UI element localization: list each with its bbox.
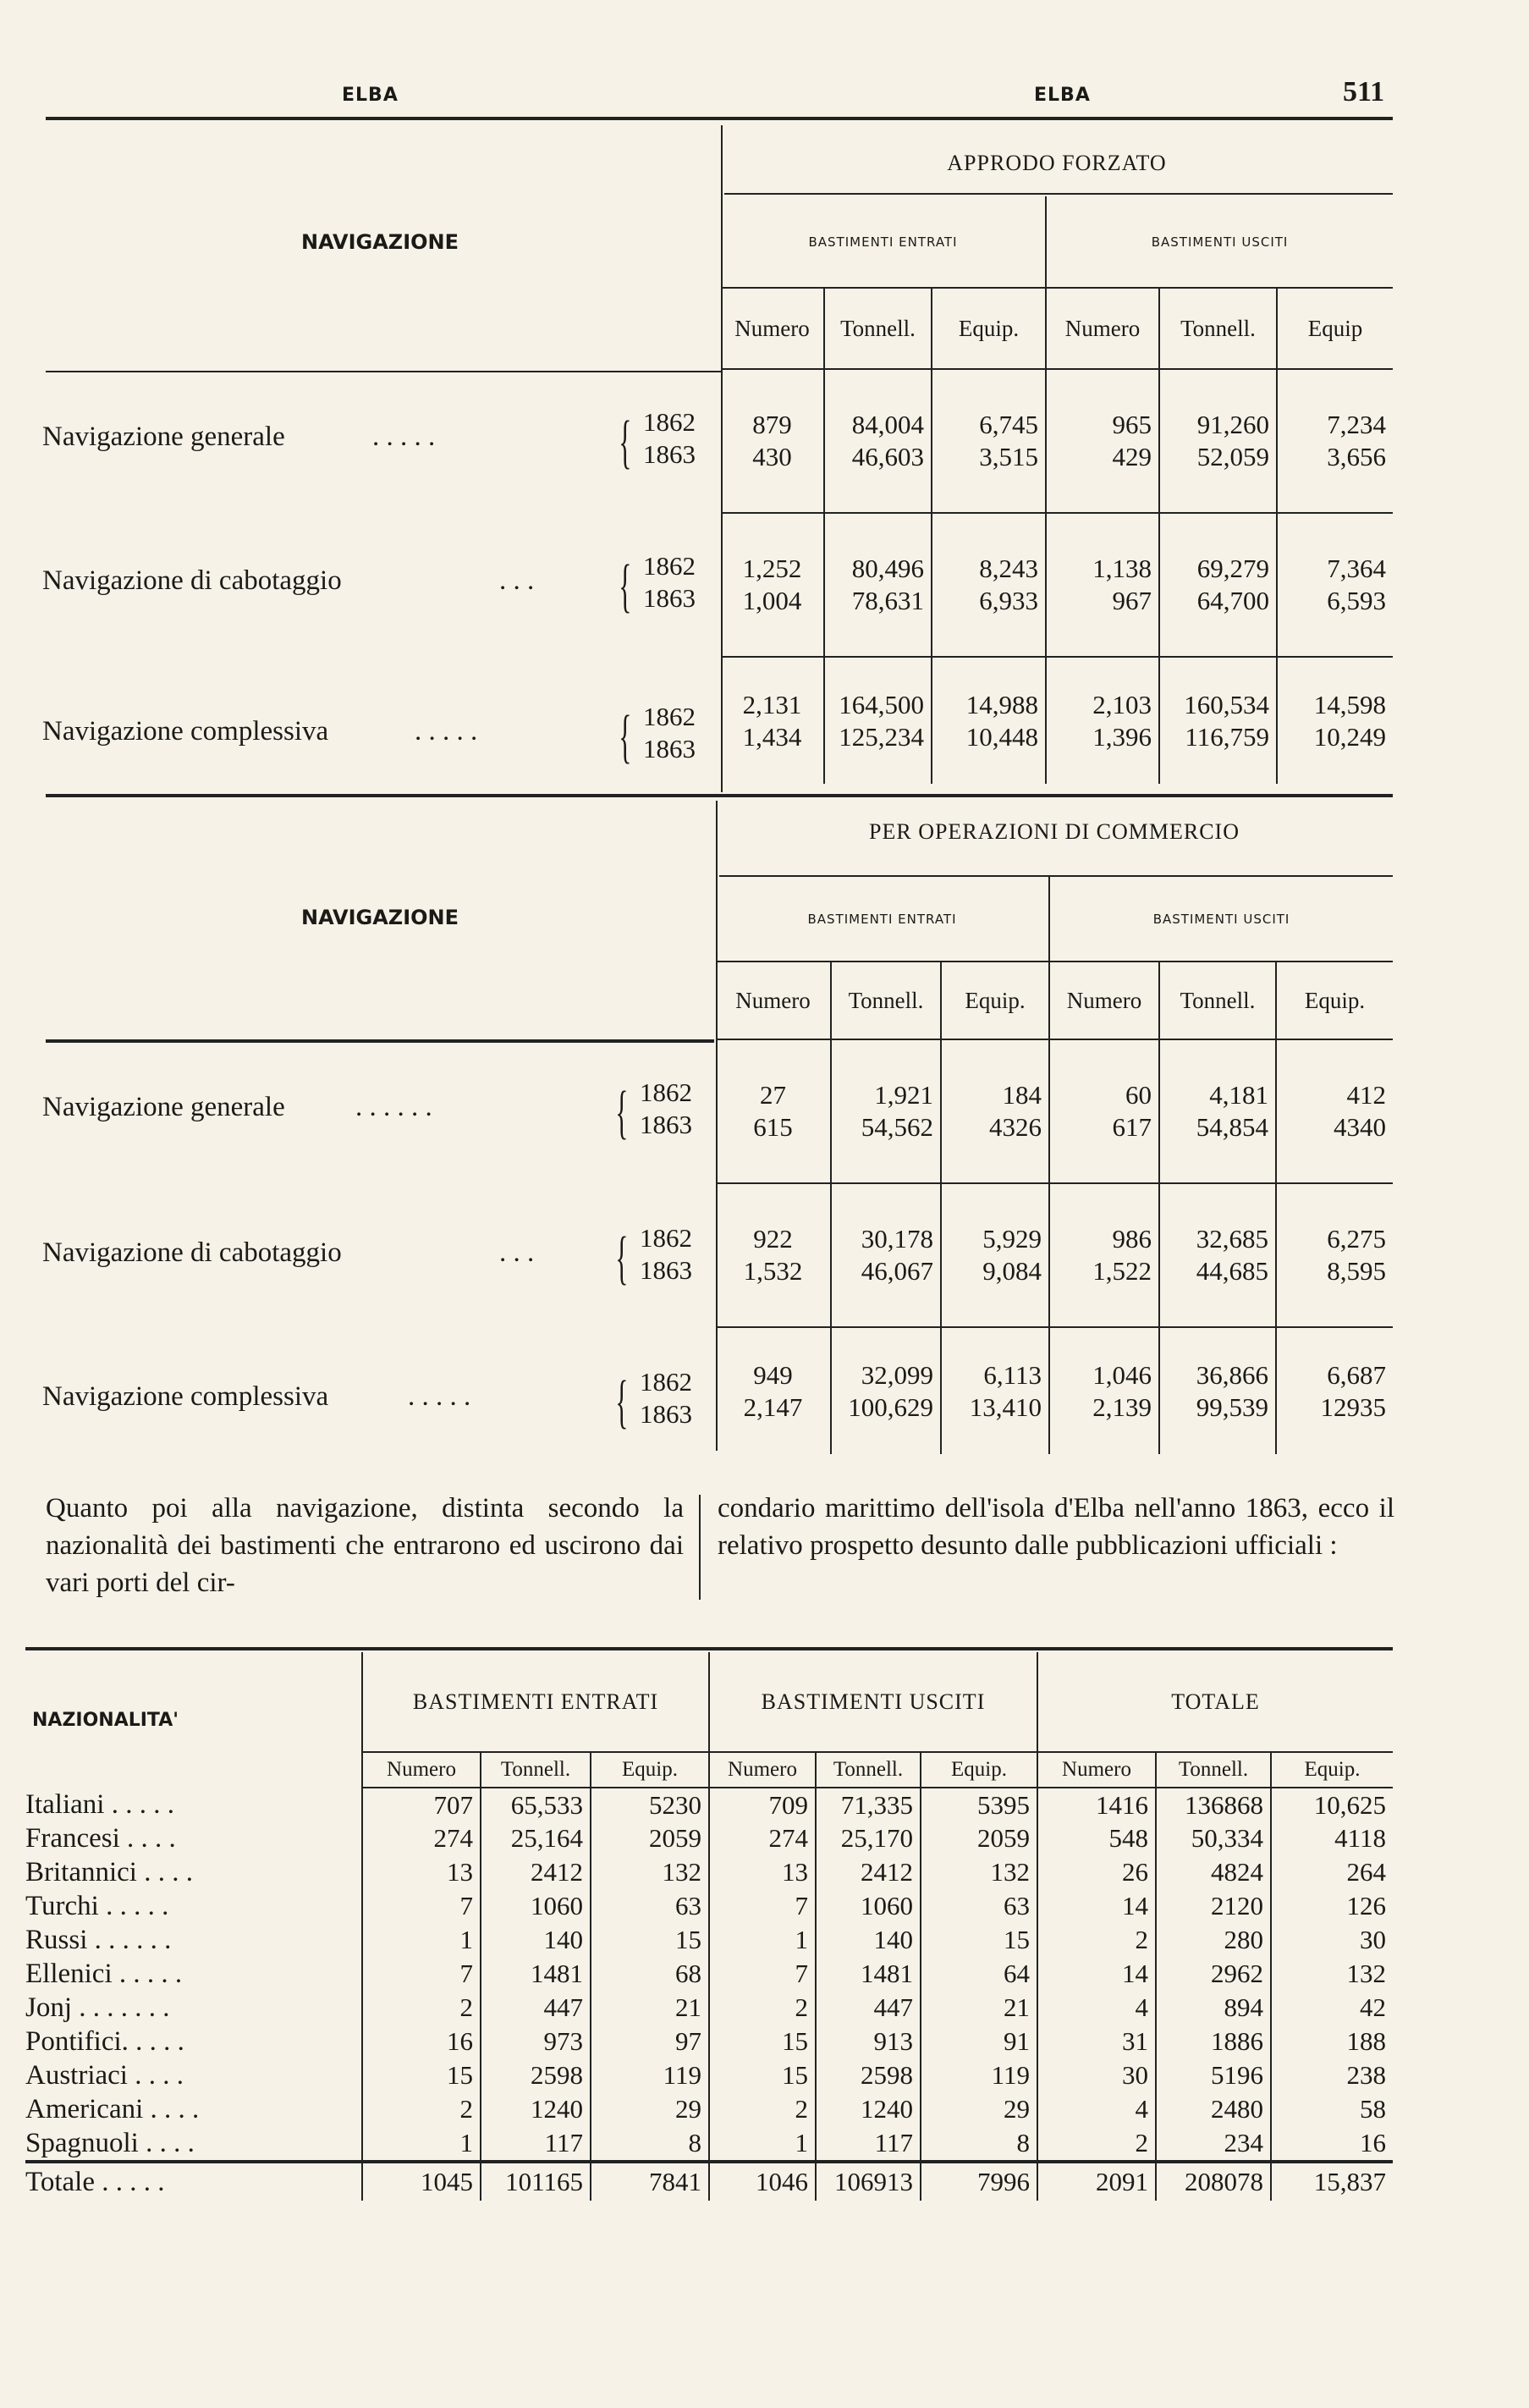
commercio-table bbox=[716, 877, 1393, 1454]
commercio-col-3: Numero bbox=[1049, 962, 1159, 1039]
nazionalita-table bbox=[25, 1652, 1393, 2201]
nazionalita-label: NAZIONALITA' bbox=[32, 1709, 179, 1731]
cell: 30 bbox=[1271, 1923, 1393, 1957]
f-r0-v1-c2: 3,515 bbox=[979, 442, 1039, 471]
commercio-label-generale: Navigazione generale bbox=[42, 1092, 285, 1122]
c-r2-v0-c0: 949 bbox=[753, 1359, 793, 1390]
commercio-col-1: Tonnell. bbox=[831, 962, 941, 1039]
nat-name-5: Ellenici . . . . . bbox=[25, 1959, 183, 1989]
cell: 8 bbox=[921, 2126, 1037, 2162]
forzato-title: APPRODO FORZATO bbox=[947, 151, 1167, 175]
table-row bbox=[25, 1991, 1393, 2025]
year-1863: 1863 bbox=[643, 583, 696, 613]
nat-name-0: Italiani . . . . . bbox=[25, 1789, 174, 1820]
cell: 7996 bbox=[921, 2162, 1037, 2201]
brace-icon: { bbox=[615, 1080, 629, 1145]
c-r1-v0-c4: 32,685 bbox=[1196, 1224, 1269, 1254]
cell: 50,334 bbox=[1156, 1821, 1271, 1855]
f-r1-v0-c0: 1,252 bbox=[742, 554, 802, 583]
cell: 63 bbox=[921, 1889, 1037, 1923]
c-r0-v1-c4: 54,854 bbox=[1196, 1112, 1269, 1142]
cell: 1 bbox=[362, 1923, 481, 1957]
cell: 14 bbox=[1037, 1957, 1156, 1991]
c-r2-v1-c4: 99,539 bbox=[1196, 1391, 1269, 1422]
brace-icon: { bbox=[619, 554, 632, 619]
cell: 14 bbox=[1037, 1889, 1156, 1923]
f-r1-v1-c5: 6,593 bbox=[1327, 586, 1387, 615]
cell: 188 bbox=[1271, 2025, 1393, 2058]
cell: 1045 bbox=[362, 2162, 481, 2201]
c-r1-v1-c2: 9,084 bbox=[982, 1256, 1042, 1286]
nat-name-text: Ellenici bbox=[25, 1959, 113, 1989]
leader-dots: . . . bbox=[499, 565, 535, 596]
year-1863: 1863 bbox=[643, 734, 696, 763]
nazionalita-top-rule bbox=[25, 1647, 1393, 1650]
year-1863: 1863 bbox=[640, 1110, 692, 1139]
cell: 4824 bbox=[1156, 1855, 1271, 1889]
cell: 29 bbox=[591, 2092, 709, 2126]
c-r2-v0-c2: 6,113 bbox=[983, 1359, 1042, 1390]
year-1862: 1862 bbox=[643, 407, 696, 437]
cell: 65,533 bbox=[481, 1788, 591, 1821]
c-r1-v1-c0: 1,532 bbox=[743, 1256, 803, 1286]
cell: 15 bbox=[709, 2058, 816, 2092]
cell: 106913 bbox=[816, 2162, 921, 2201]
cell: 2598 bbox=[481, 2058, 591, 2092]
f-r1-v0-c1: 80,496 bbox=[851, 554, 924, 583]
nat-col-1: Tonnell. bbox=[481, 1752, 591, 1788]
cell: 7841 bbox=[591, 2162, 709, 2201]
leader-dots: . . . . . bbox=[408, 1381, 471, 1412]
cell: 132 bbox=[921, 1855, 1037, 1889]
cell: 2091 bbox=[1037, 2162, 1156, 2201]
cell: 274 bbox=[709, 1821, 816, 1855]
cell: 1046 bbox=[709, 2162, 816, 2201]
cell: 709 bbox=[709, 1788, 816, 1821]
cell: 1 bbox=[709, 1923, 816, 1957]
cell: 1416 bbox=[1037, 1788, 1156, 1821]
commercio-entered-header: BASTIMENTI ENTRATI bbox=[716, 877, 1049, 962]
c-r0-v1-c2: 4326 bbox=[989, 1112, 1042, 1142]
cell: 2598 bbox=[816, 2058, 921, 2092]
cell: 548 bbox=[1037, 1821, 1156, 1855]
cell: 2480 bbox=[1156, 2092, 1271, 2126]
cell: 13 bbox=[709, 1855, 816, 1889]
cell: 16 bbox=[362, 2025, 481, 2058]
cell: 31 bbox=[1037, 2025, 1156, 2058]
group-header-totale: TOTALE bbox=[1037, 1652, 1393, 1752]
nat-col-5: Equip. bbox=[921, 1752, 1037, 1788]
f-r1-v1-c2: 6,933 bbox=[979, 586, 1039, 615]
c-r2-v1-c2: 13,410 bbox=[969, 1391, 1042, 1422]
cell: 132 bbox=[591, 1855, 709, 1889]
cell: 1886 bbox=[1156, 2025, 1271, 2058]
nat-name-text: Pontifici bbox=[25, 2026, 122, 2057]
c-r2-v0-c1: 32,099 bbox=[861, 1359, 933, 1390]
c-r2-v0-c3: 1,046 bbox=[1092, 1359, 1152, 1390]
paragraph-column-rule bbox=[699, 1495, 701, 1600]
group-header-entrati: BASTIMENTI ENTRATI bbox=[362, 1652, 709, 1752]
table-row bbox=[25, 1889, 1393, 1923]
commercio-navigazione-label: NAVIGAZIONE bbox=[300, 906, 459, 929]
c-r0-v0-c1: 1,921 bbox=[874, 1080, 933, 1110]
nazionalita-body bbox=[25, 1788, 1393, 2201]
brace-icon: { bbox=[619, 704, 632, 769]
cell: 208078 bbox=[1156, 2162, 1271, 2201]
cell: 119 bbox=[591, 2058, 709, 2092]
c-r0-v1-c5: 4340 bbox=[1334, 1112, 1387, 1142]
cell: 7 bbox=[362, 1957, 481, 1991]
cell: 894 bbox=[1156, 1991, 1271, 2025]
cell: 1481 bbox=[816, 1957, 921, 1991]
f-r0-v0-c2: 6,745 bbox=[979, 410, 1039, 439]
table-row bbox=[25, 2025, 1393, 2058]
cell: 119 bbox=[921, 2058, 1037, 2092]
f-r2-v0-c5: 14,598 bbox=[1313, 689, 1387, 719]
group-header-usciti: BASTIMENTI USCITI bbox=[709, 1652, 1037, 1752]
c-r1-v1-c4: 44,685 bbox=[1196, 1256, 1269, 1286]
cell: 280 bbox=[1156, 1923, 1271, 1957]
nat-name-1: Francesi . . . . bbox=[25, 1823, 176, 1854]
cell: 1060 bbox=[816, 1889, 921, 1923]
cell: 63 bbox=[591, 1889, 709, 1923]
f-r2-v0-c2: 14,988 bbox=[965, 689, 1039, 719]
cell: 707 bbox=[362, 1788, 481, 1821]
f-r2-v0-c3: 2,103 bbox=[1092, 689, 1152, 719]
forzato-col-5: Equip bbox=[1277, 288, 1393, 369]
f-r0-v0-c4: 91,260 bbox=[1196, 410, 1270, 439]
commercio-label-complessiva: Navigazione complessiva bbox=[42, 1381, 329, 1412]
cell: 1240 bbox=[481, 2092, 591, 2126]
nat-name-8: Austriaci . . . . bbox=[25, 2060, 184, 2091]
c-r0-v0-c3: 60 bbox=[1125, 1080, 1152, 1110]
table-row bbox=[25, 1788, 1393, 1821]
f-r2-v0-c1: 164,500 bbox=[839, 689, 924, 719]
nat-total-label: Totale . . . . . bbox=[25, 2162, 362, 2201]
forzato-label-complessiva: Navigazione complessiva bbox=[42, 716, 329, 747]
cell: 136868 bbox=[1156, 1788, 1271, 1821]
brace-icon: { bbox=[615, 1226, 629, 1291]
cell: 25,164 bbox=[481, 1821, 591, 1855]
commercio-label-rule bbox=[46, 1039, 714, 1043]
year-1862: 1862 bbox=[640, 1077, 692, 1107]
f-r2-v0-c4: 160,534 bbox=[1184, 689, 1270, 719]
cell: 1060 bbox=[481, 1889, 591, 1923]
c-r1-v1-c3: 1,522 bbox=[1092, 1256, 1152, 1286]
f-r2-v1-c1: 125,234 bbox=[839, 721, 924, 752]
nat-name-2: Britannici . . . . bbox=[25, 1857, 193, 1887]
commercio-exited-header: BASTIMENTI USCITI bbox=[1049, 877, 1393, 962]
cell: 10,625 bbox=[1271, 1788, 1393, 1821]
table-row bbox=[25, 1957, 1393, 1991]
cell: 117 bbox=[481, 2126, 591, 2162]
year-1862: 1862 bbox=[643, 551, 696, 581]
f-r1-v1-c4: 64,700 bbox=[1196, 586, 1270, 615]
commercio-title: PER OPERAZIONI DI COMMERCIO bbox=[869, 819, 1240, 844]
cell: 1481 bbox=[481, 1957, 591, 1991]
f-r1-v1-c0: 1,004 bbox=[742, 586, 802, 615]
cell: 42 bbox=[1271, 1991, 1393, 2025]
cell: 2 bbox=[362, 2092, 481, 2126]
brace-icon: { bbox=[615, 1369, 629, 1435]
c-r0-v0-c0: 27 bbox=[760, 1080, 786, 1110]
c-r0-v0-c5: 412 bbox=[1346, 1080, 1387, 1110]
f-r0-v1-c5: 3,656 bbox=[1327, 442, 1387, 471]
brace-icon: { bbox=[619, 410, 632, 475]
cell: 4 bbox=[1037, 2092, 1156, 2126]
header-rule bbox=[46, 117, 1393, 120]
f-r1-v1-c1: 78,631 bbox=[851, 586, 924, 615]
table-row bbox=[25, 2092, 1393, 2126]
cell: 30 bbox=[1037, 2058, 1156, 2092]
cell: 2 bbox=[362, 1991, 481, 2025]
cell: 238 bbox=[1271, 2058, 1393, 2092]
cell: 1240 bbox=[816, 2092, 921, 2126]
c-r1-v0-c0: 922 bbox=[753, 1224, 793, 1254]
nat-name-text: Spagnuoli bbox=[25, 2128, 139, 2158]
cell: 447 bbox=[481, 1991, 591, 2025]
cell: 97 bbox=[591, 2025, 709, 2058]
commercio-col-5: Equip. bbox=[1276, 962, 1393, 1039]
table-row bbox=[25, 2058, 1393, 2092]
c-r0-v0-c4: 4,181 bbox=[1209, 1080, 1269, 1110]
cell: 2120 bbox=[1156, 1889, 1271, 1923]
year-1862: 1862 bbox=[640, 1367, 692, 1397]
table-row bbox=[25, 1855, 1393, 1889]
leader-dots: . . . bbox=[499, 1237, 535, 1268]
f-r1-v0-c2: 8,243 bbox=[979, 554, 1039, 583]
f-r2-v1-c4: 116,759 bbox=[1185, 721, 1270, 752]
c-r2-v0-c4: 36,866 bbox=[1196, 1359, 1269, 1390]
total-row bbox=[25, 2162, 1393, 2201]
forzato-bottom-rule bbox=[46, 794, 1393, 797]
cell: 15 bbox=[362, 2058, 481, 2092]
nat-name-10: Spagnuoli . . . . bbox=[25, 2128, 195, 2158]
paragraph-left: Quanto poi alla navigazione, distinta secondo la nazionalità dei bastimenti che entrarono ed uscirono dai vari porti del cir- bbox=[46, 1493, 684, 1598]
f-r0-v1-c1: 46,603 bbox=[851, 442, 924, 471]
cell: 2 bbox=[709, 1991, 816, 2025]
c-r1-v0-c2: 5,929 bbox=[982, 1224, 1042, 1254]
cell: 7 bbox=[709, 1889, 816, 1923]
cell: 58 bbox=[1271, 2092, 1393, 2126]
cell: 7 bbox=[709, 1957, 816, 1991]
cell: 2 bbox=[709, 2092, 816, 2126]
cell: 234 bbox=[1156, 2126, 1271, 2162]
nat-col-3: Numero bbox=[709, 1752, 816, 1788]
nat-name-text: Austriaci bbox=[25, 2060, 128, 2091]
commercio-col-0: Numero bbox=[716, 962, 831, 1039]
forzato-exited-header: BASTIMENTI USCITI bbox=[1046, 196, 1393, 288]
f-r0-v0-c1: 84,004 bbox=[851, 410, 924, 439]
forzato-label-generale: Navigazione generale bbox=[42, 422, 285, 452]
f-r0-v0-c5: 7,234 bbox=[1327, 410, 1387, 439]
year-1863: 1863 bbox=[640, 1399, 692, 1429]
commercio-col-2: Equip. bbox=[941, 962, 1049, 1039]
cell: 126 bbox=[1271, 1889, 1393, 1923]
c-r1-v1-c1: 46,067 bbox=[861, 1256, 933, 1286]
cell: 4118 bbox=[1271, 1821, 1393, 1855]
cell: 2412 bbox=[816, 1855, 921, 1889]
cell: 140 bbox=[816, 1923, 921, 1957]
cell: 7 bbox=[362, 1889, 481, 1923]
cell: 26 bbox=[1037, 1855, 1156, 1889]
f-r2-v1-c3: 1,396 bbox=[1092, 721, 1152, 752]
nat-name-6: Jonj . . . . . . . bbox=[25, 1992, 170, 2023]
cell: 91 bbox=[921, 2025, 1037, 2058]
c-r0-v1-c1: 54,562 bbox=[861, 1112, 933, 1142]
cell: 274 bbox=[362, 1821, 481, 1855]
commercio-col-4: Tonnell. bbox=[1159, 962, 1276, 1039]
cell: 4 bbox=[1037, 1991, 1156, 2025]
forzato-col-1: Tonnell. bbox=[824, 288, 932, 369]
f-r1-v0-c5: 7,364 bbox=[1327, 554, 1387, 583]
year-1863: 1863 bbox=[643, 439, 696, 469]
cell: 447 bbox=[816, 1991, 921, 2025]
cell: 2059 bbox=[921, 1821, 1037, 1855]
cell: 8 bbox=[591, 2126, 709, 2162]
nat-name-text: Britannici bbox=[25, 1857, 137, 1887]
cell: 1 bbox=[709, 2126, 816, 2162]
cell: 2 bbox=[1037, 2126, 1156, 2162]
cell: 117 bbox=[816, 2126, 921, 2162]
cell: 2412 bbox=[481, 1855, 591, 1889]
forzato-label-cabotaggio: Navigazione di cabotaggio bbox=[42, 565, 342, 596]
f-r2-v1-c2: 10,448 bbox=[965, 721, 1039, 752]
nat-col-0: Numero bbox=[362, 1752, 481, 1788]
cell: 13 bbox=[362, 1855, 481, 1889]
cell: 71,335 bbox=[816, 1788, 921, 1821]
cell: 1 bbox=[362, 2126, 481, 2162]
f-r1-v0-c4: 69,279 bbox=[1196, 554, 1270, 583]
forzato-entered-header: BASTIMENTI ENTRATI bbox=[721, 196, 1046, 288]
cell: 5196 bbox=[1156, 2058, 1271, 2092]
table-row bbox=[25, 2126, 1393, 2162]
f-r0-v1-c3: 429 bbox=[1112, 442, 1152, 471]
forzato-title-rule bbox=[724, 193, 1393, 195]
commercio-label-cabotaggio: Navigazione di cabotaggio bbox=[42, 1237, 342, 1268]
cell: 5395 bbox=[921, 1788, 1037, 1821]
f-r0-v0-c3: 965 bbox=[1112, 410, 1152, 439]
cell: 913 bbox=[816, 2025, 921, 2058]
c-r2-v1-c0: 2,147 bbox=[743, 1391, 803, 1422]
forzato-col-4: Tonnell. bbox=[1159, 288, 1277, 369]
forzato-navigazione-label: NAVIGAZIONE bbox=[300, 230, 459, 254]
cell: 15 bbox=[591, 1923, 709, 1957]
forzato-table bbox=[721, 196, 1393, 784]
f-r2-v1-c0: 1,434 bbox=[742, 721, 802, 752]
leader-dots: . . . . . bbox=[415, 716, 478, 747]
c-r2-v1-c3: 2,139 bbox=[1092, 1391, 1152, 1422]
c-r1-v1-c5: 8,595 bbox=[1327, 1256, 1387, 1286]
running-head-right: ELBA bbox=[1034, 85, 1091, 106]
year-1862: 1862 bbox=[640, 1223, 692, 1253]
year-1862: 1862 bbox=[643, 702, 696, 731]
cell: 16 bbox=[1271, 2126, 1393, 2162]
f-r1-v1-c3: 967 bbox=[1112, 586, 1152, 615]
cell: 15 bbox=[921, 1923, 1037, 1957]
c-r2-v1-c1: 100,629 bbox=[848, 1391, 933, 1422]
nat-name-7: Pontifici. . . . . bbox=[25, 2026, 184, 2057]
forzato-col-0: Numero bbox=[721, 288, 824, 369]
forzato-col-3: Numero bbox=[1046, 288, 1159, 369]
table-row bbox=[25, 1923, 1393, 1957]
cell: 132 bbox=[1271, 1957, 1393, 1991]
nat-name-text: Russi bbox=[25, 1925, 88, 1955]
nat-col-2: Equip. bbox=[591, 1752, 709, 1788]
nat-name-text: Turchi bbox=[25, 1891, 99, 1921]
c-r1-v0-c5: 6,275 bbox=[1327, 1224, 1387, 1254]
running-head-left: ELBA bbox=[342, 85, 399, 106]
nat-col-7: Tonnell. bbox=[1156, 1752, 1271, 1788]
cell: 2059 bbox=[591, 1821, 709, 1855]
cell: 68 bbox=[591, 1957, 709, 1991]
cell: 140 bbox=[481, 1923, 591, 1957]
cell: 29 bbox=[921, 2092, 1037, 2126]
cell: 15,837 bbox=[1271, 2162, 1393, 2201]
cell: 101165 bbox=[481, 2162, 591, 2201]
cell: 25,170 bbox=[816, 1821, 921, 1855]
c-r0-v1-c3: 617 bbox=[1112, 1112, 1152, 1142]
nat-col-8: Equip. bbox=[1271, 1752, 1393, 1788]
table-row bbox=[25, 1821, 1393, 1855]
nat-name-text: Francesi bbox=[25, 1823, 120, 1854]
nat-name-3: Turchi . . . . . bbox=[25, 1891, 169, 1921]
cell: 2 bbox=[1037, 1923, 1156, 1957]
year-1863: 1863 bbox=[640, 1255, 692, 1285]
nat-name-text: Italiani bbox=[25, 1789, 105, 1820]
cell: 5230 bbox=[591, 1788, 709, 1821]
f-r0-v1-c0: 430 bbox=[752, 442, 792, 471]
paragraph-right: condario marittimo dell'isola d'Elba nell'anno 1863, ecco il relativo prospetto desunto dalle pubblicazioni ufficiali : bbox=[718, 1493, 1394, 1561]
cell: 264 bbox=[1271, 1855, 1393, 1889]
cell: 15 bbox=[709, 2025, 816, 2058]
nat-total-text: Totale bbox=[25, 2167, 95, 2197]
f-r2-v0-c0: 2,131 bbox=[742, 689, 802, 719]
nat-name-9: Americani . . . . bbox=[25, 2094, 200, 2124]
c-r1-v0-c1: 30,178 bbox=[861, 1224, 933, 1254]
cell: 21 bbox=[591, 1991, 709, 2025]
cell: 2962 bbox=[1156, 1957, 1271, 1991]
f-r0-v1-c4: 52,059 bbox=[1196, 442, 1270, 471]
c-r0-v0-c2: 184 bbox=[1002, 1080, 1042, 1110]
leader-dots: . . . . . bbox=[372, 422, 436, 452]
c-r2-v1-c5: 12935 bbox=[1320, 1391, 1387, 1422]
c-r1-v0-c3: 986 bbox=[1112, 1224, 1152, 1254]
nat-name-text: Jonj bbox=[25, 1992, 73, 2023]
f-r2-v1-c5: 10,249 bbox=[1313, 721, 1387, 752]
c-r0-v1-c0: 615 bbox=[753, 1112, 793, 1142]
cell: 973 bbox=[481, 2025, 591, 2058]
nat-name-text: Americani bbox=[25, 2094, 144, 2124]
leader-dots: . . . . . . bbox=[355, 1092, 432, 1122]
c-r2-v0-c5: 6,687 bbox=[1327, 1359, 1387, 1390]
forzato-label-rule bbox=[46, 371, 723, 372]
forzato-col-2: Equip. bbox=[932, 288, 1046, 369]
f-r1-v0-c3: 1,138 bbox=[1092, 554, 1152, 583]
cell: 21 bbox=[921, 1991, 1037, 2025]
nat-col-4: Tonnell. bbox=[816, 1752, 921, 1788]
nat-name-4: Russi . . . . . . bbox=[25, 1925, 172, 1955]
nat-col-6: Numero bbox=[1037, 1752, 1156, 1788]
cell: 64 bbox=[921, 1957, 1037, 1991]
page-number: 511 bbox=[1343, 76, 1385, 107]
f-r0-v0-c0: 879 bbox=[752, 410, 792, 439]
